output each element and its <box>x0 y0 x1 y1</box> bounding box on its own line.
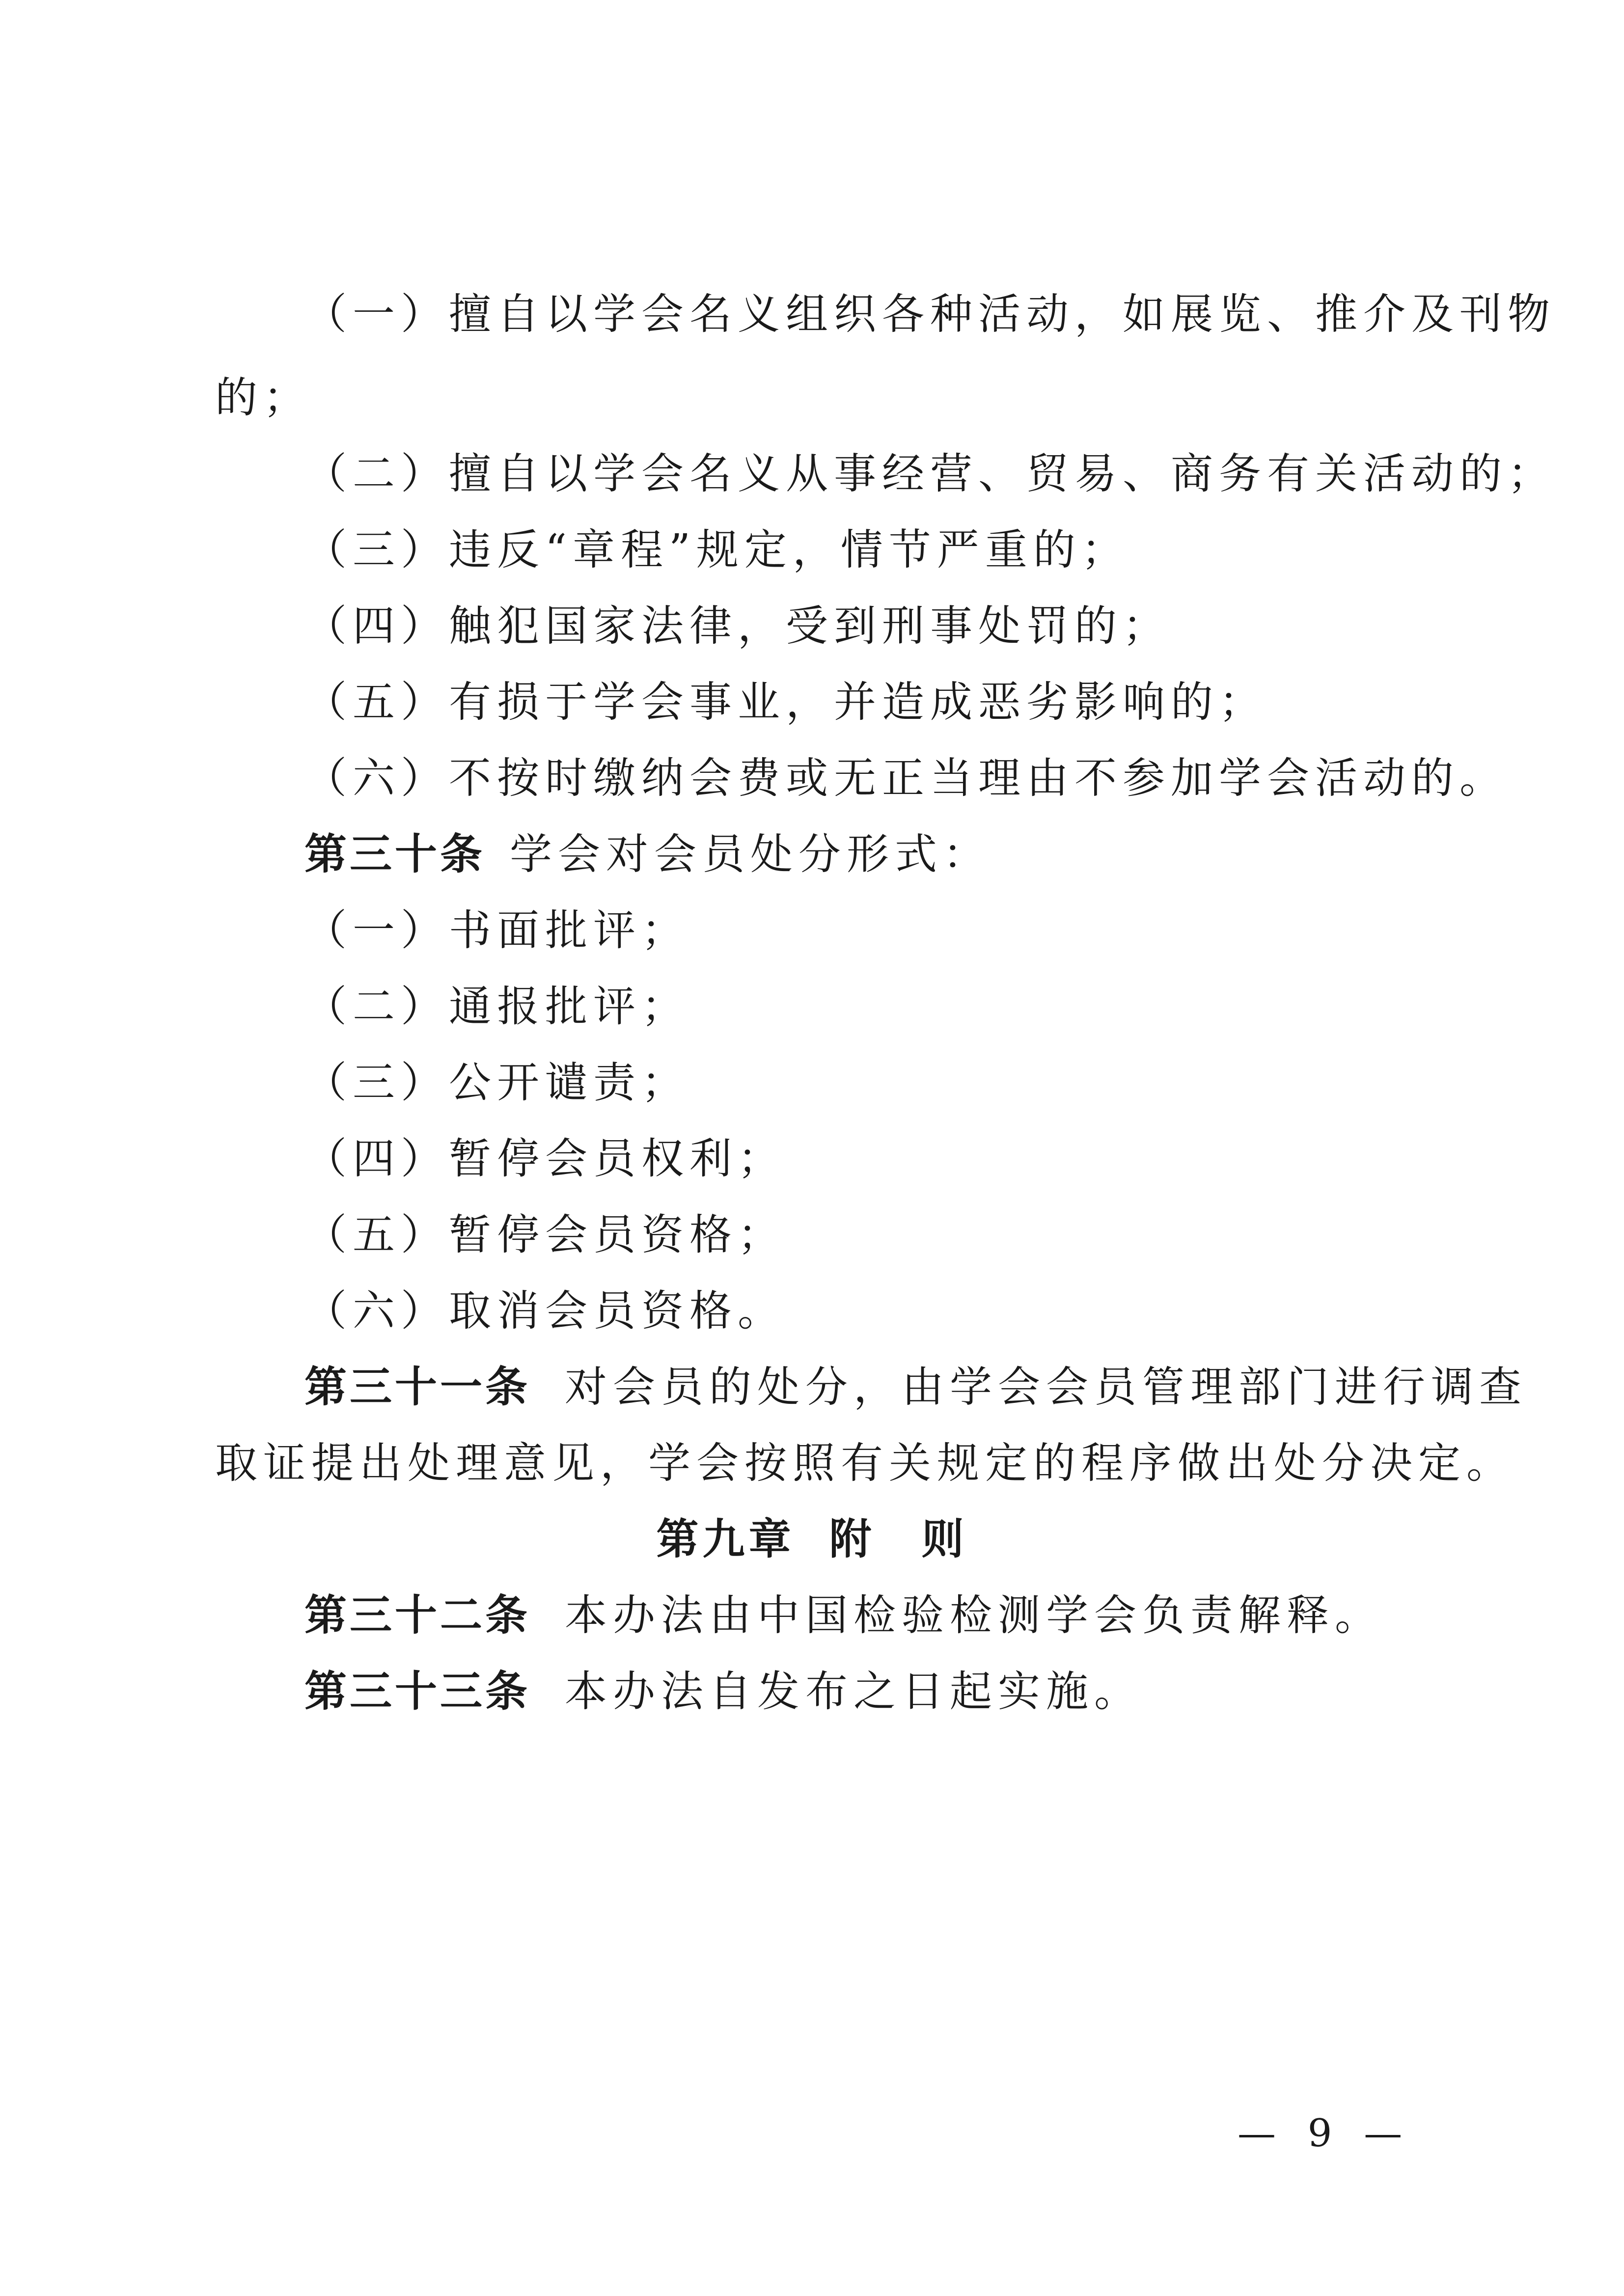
penalty-2: （二）通报批评； <box>304 982 689 1031</box>
clause-6: （六）不按时缴纳会费或无正当理由不参加学会活动的。 <box>304 754 1508 803</box>
chapter-9-title: 附 则 <box>829 1515 968 1564</box>
article-31-text: 对会员的处分，由学会会员管理部门进行调查 <box>565 1363 1527 1412</box>
clause-1-continuation: 的； <box>215 373 311 422</box>
article-31-label: 第三十一条 <box>304 1363 530 1412</box>
page-number: — 9 — <box>1238 2111 1412 2156</box>
clause-2: （二）擅自以学会名义从事经营、贸易、商务有关活动的； <box>304 449 1556 498</box>
penalty-3: （三）公开谴责； <box>304 1058 689 1107</box>
penalty-5: （五）暂停会员资格； <box>304 1210 786 1259</box>
clause-5: （五）有损于学会事业，并造成恶劣影响的； <box>304 678 1267 727</box>
article-33 <box>304 1667 1142 1716</box>
penalty-1: （一）书面批评； <box>304 906 689 955</box>
article-33-text: 本办法自发布之日起实施。 <box>565 1667 1142 1716</box>
chapter-9-number: 第九章 <box>656 1515 795 1564</box>
article-30-label: 第三十条 <box>304 830 485 879</box>
article-31 <box>304 1363 1527 1412</box>
penalty-4: （四）暂停会员权利； <box>304 1134 786 1183</box>
clause-1: （一）擅自以学会名义组织各种活动，如展览、推介及刊物 <box>304 290 1556 339</box>
clause-4: （四）触犯国家法律，受到刑事处罚的； <box>304 601 1171 651</box>
article-33-label: 第三十三条 <box>304 1667 530 1716</box>
article-32-text: 本办法由中国检验检测学会负责解释。 <box>565 1591 1383 1640</box>
chapter-9-heading <box>0 1515 1624 1564</box>
article-31-continuation: 取证提出处理意见，学会按照有关规定的程序做出处分决定。 <box>215 1439 1514 1488</box>
article-32 <box>304 1591 1383 1640</box>
article-30-text: 学会对会员处分形式： <box>510 830 991 879</box>
penalty-6: （六）取消会员资格。 <box>304 1286 786 1336</box>
clause-3: （三）违反“章程”规定，情节严重的； <box>304 525 1129 574</box>
article-32-label: 第三十二条 <box>304 1591 530 1640</box>
article-30 <box>304 830 991 879</box>
